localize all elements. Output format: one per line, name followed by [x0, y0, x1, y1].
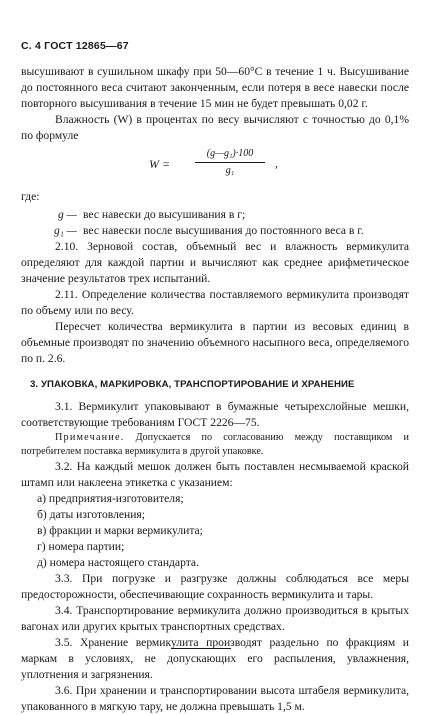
fraction-bar	[195, 162, 265, 163]
definition-symbol: g —	[57, 208, 77, 221]
paragraph-moisture: Влажность (W) в процентах по весу вычисляют с точностью до 0,1% по формуле	[21, 113, 409, 142]
definition-list	[21, 207, 409, 239]
formula-lhs: W =	[149, 157, 171, 171]
definition-g1	[21, 223, 409, 239]
paragraph-3-5: 3.5. Хранение вермикулита производят раздельно по фракциям и маркам в условиях, не допускающих его распыления, увлажнения, уплотнения и загрязнения.	[21, 636, 409, 681]
note-text: Допускается по согласованию между поставщиком и потребителем поставка вермикулита в другой упаковке.	[21, 432, 409, 457]
formula-denominator: g₁	[225, 165, 235, 176]
note-label: Примечание.	[55, 432, 125, 443]
section-3-title: 3. УПАКОВКА, МАРКИРОВКА, ТРАНСПОРТИРОВАНИЕ И ХРАНЕНИЕ	[30, 379, 355, 390]
page-header: С. 4 ГОСТ 12865—67	[21, 40, 129, 52]
paragraph-3-2: 3.2. На каждый мешок должен быть поставлен несмываемой краской штамп или наклеена этикетка с указанием:	[21, 460, 409, 489]
list-item: в) фракции и марки вермикулита;	[37, 524, 203, 537]
paragraph-3-6: 3.6. При хранении и транспортировании высота штабеля вермикулита, упакованного в мягкую тару, не должна превышать 1,5 м.	[21, 684, 409, 713]
definition-symbol: g₁ —	[53, 224, 77, 237]
definition-text: вес навески до высушивания в г;	[83, 208, 246, 221]
paragraph-drying: высушивают в сушильном шкафу при 50—60°С в течение 1 ч. Высушивание до постоянного веса считают законченным, если потеря в весе навески после повторного высушивания в течение 15 мин не будет превышать 0,02 г.	[21, 65, 409, 110]
document-body	[21, 64, 409, 715]
definition-text: вес навески после высушивания до постоянного веса в г.	[83, 224, 364, 237]
moisture-formula	[21, 147, 409, 181]
formula-fraction	[191, 147, 269, 178]
list-item: б) даты изготовления;	[37, 508, 145, 521]
label-items-list	[21, 491, 409, 571]
paragraph-3-1: 3.1. Вермикулит упаковывают в бумажные четырехслойные мешки, соответствующие требованиям ГОСТ 2226—75.	[21, 400, 409, 429]
where-label: где:	[21, 190, 40, 203]
note	[21, 431, 409, 459]
formula-numerator: (g—g₁)·100	[206, 148, 254, 159]
end-rule	[171, 648, 231, 649]
paragraph-recount: Пересчет количества вермикулита в партии из весовых единиц в объемные производят по значению объемного насыпного веса, определяемого по п. 2.6.	[21, 320, 409, 365]
paragraph-3-3: 3.3. При погрузке и разгрузке должны соблюдаться все меры предосторожности, обеспечивающие сохранность вермикулита и тары.	[21, 572, 409, 601]
paragraph-2-10: 2.10. Зерновой состав, объемный вес и влажность вермикулита определяют для каждой партии и вычисляют как среднее арифметическое значение результатов трех испытаний.	[21, 240, 409, 285]
paragraph-3-4: 3.4. Транспортирование вермикулита должно производиться в крытых вагонах или других крытых транспортных средствах.	[21, 604, 409, 633]
definition-g	[21, 207, 409, 223]
formula-comma: ,	[275, 157, 278, 170]
list-item: д) номера настоящего стандарта.	[37, 556, 199, 569]
list-item: г) номера партии;	[37, 540, 125, 553]
list-item: а) предприятия-изготовителя;	[37, 492, 184, 505]
paragraph-2-11: 2.11. Определение количества поставляемого вермикулита производят по объему или по весу.	[21, 288, 409, 317]
